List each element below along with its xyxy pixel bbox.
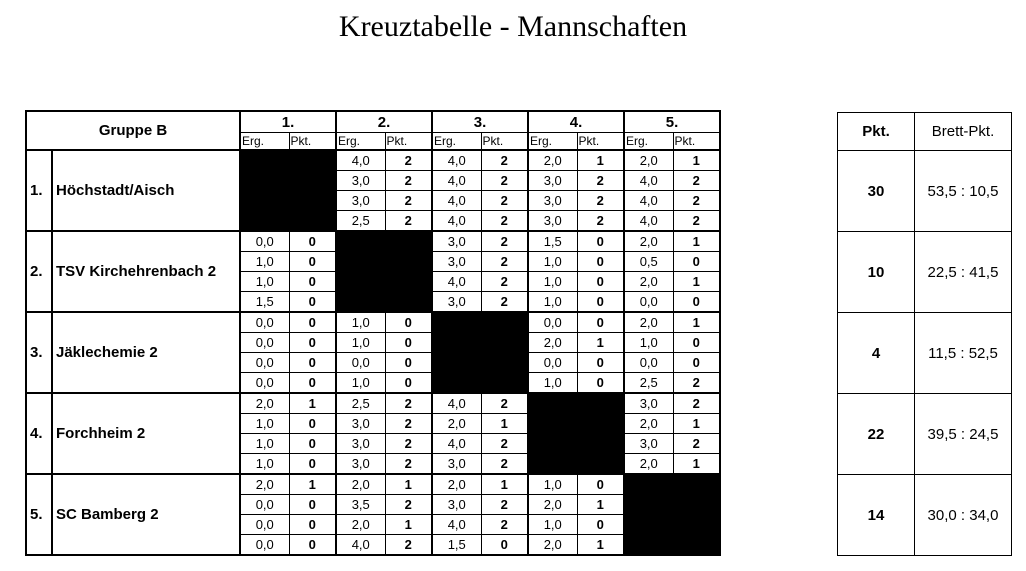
result-score: 4,0	[432, 393, 481, 414]
result-score: 2,0	[432, 474, 481, 495]
summary-row	[838, 475, 1012, 556]
page-title: Kreuztabelle - Mannschaften	[338, 10, 688, 43]
result-score: 0,0	[528, 312, 577, 333]
result-points: 0	[289, 535, 336, 556]
result-score: 3,0	[336, 434, 385, 454]
result-score: 2,0	[624, 312, 673, 333]
result-score: 2,5	[624, 373, 673, 394]
result-score: 1,0	[624, 333, 673, 353]
result-points: 0	[289, 434, 336, 454]
table-row	[26, 150, 720, 171]
column-header-4: 4.	[528, 111, 624, 133]
team-points: 30	[838, 151, 915, 232]
result-points: 2	[385, 414, 432, 434]
result-points: 0	[289, 252, 336, 272]
result-points: 0	[289, 292, 336, 313]
result-points: 0	[673, 353, 720, 373]
result-points: 2	[481, 150, 528, 171]
result-points: 1	[673, 312, 720, 333]
result-score: 0,0	[240, 312, 289, 333]
column-header-2: 2.	[336, 111, 432, 133]
subheader-pkt: Pkt.	[577, 133, 624, 150]
result-points: 0	[673, 333, 720, 353]
result-score: 0,0	[240, 495, 289, 515]
result-points: 1	[673, 272, 720, 292]
result-score: 2,0	[528, 333, 577, 353]
result-points: 0	[385, 312, 432, 333]
result-points: 2	[673, 171, 720, 191]
result-points: 2	[673, 211, 720, 232]
cross-table	[25, 110, 721, 556]
result-points: 2	[481, 252, 528, 272]
diagonal-block	[240, 150, 336, 231]
result-points: 2	[673, 434, 720, 454]
result-points: 0	[289, 353, 336, 373]
result-score: 1,0	[240, 272, 289, 292]
subheader-erg: Erg.	[432, 133, 481, 150]
result-points: 0	[289, 454, 336, 475]
result-score: 0,0	[240, 535, 289, 556]
result-score: 2,0	[336, 474, 385, 495]
result-points: 2	[481, 393, 528, 414]
result-points: 1	[673, 414, 720, 434]
result-points: 0	[289, 333, 336, 353]
team-points: 4	[838, 313, 915, 394]
result-points: 0	[289, 312, 336, 333]
result-score: 4,0	[432, 171, 481, 191]
result-score: 0,0	[336, 353, 385, 373]
summary-row	[838, 151, 1012, 232]
result-points: 0	[289, 272, 336, 292]
result-score: 1,0	[528, 474, 577, 495]
summary-header-board-points: Brett-Pkt.	[915, 113, 1012, 151]
subheader-pkt: Pkt.	[673, 133, 720, 150]
result-points: 2	[385, 454, 432, 475]
subheader-erg: Erg.	[528, 133, 577, 150]
result-points: 1	[385, 515, 432, 535]
result-score: 1,5	[528, 231, 577, 252]
summary-table	[837, 112, 1012, 556]
result-score: 3,0	[336, 191, 385, 211]
team-rank: 3.	[26, 312, 52, 393]
result-points: 2	[385, 393, 432, 414]
result-score: 3,0	[528, 171, 577, 191]
result-score: 4,0	[432, 150, 481, 171]
team-name: Jäklechemie 2	[52, 312, 240, 393]
result-score: 0,0	[240, 231, 289, 252]
subheader-erg: Erg.	[336, 133, 385, 150]
result-points: 2	[385, 495, 432, 515]
result-points: 2	[385, 150, 432, 171]
result-points: 2	[481, 292, 528, 313]
result-points: 1	[673, 231, 720, 252]
result-score: 2,0	[528, 150, 577, 171]
team-rank: 5.	[26, 474, 52, 555]
team-points: 22	[838, 394, 915, 475]
result-score: 2,5	[336, 393, 385, 414]
summary-header-points: Pkt.	[838, 113, 915, 151]
result-points: 2	[481, 434, 528, 454]
result-score: 4,0	[432, 515, 481, 535]
cross-table-body	[26, 150, 720, 555]
result-points: 2	[481, 515, 528, 535]
result-points: 0	[289, 414, 336, 434]
result-points: 2	[577, 211, 624, 232]
result-points: 2	[577, 191, 624, 211]
result-points: 2	[481, 495, 528, 515]
result-score: 3,0	[336, 414, 385, 434]
team-name: SC Bamberg 2	[52, 474, 240, 555]
subheader-pkt: Pkt.	[289, 133, 336, 150]
table-row	[26, 231, 720, 252]
result-score: 1,0	[240, 414, 289, 434]
result-points: 2	[385, 171, 432, 191]
result-points: 2	[481, 171, 528, 191]
result-points: 2	[673, 393, 720, 414]
result-score: 2,0	[624, 272, 673, 292]
result-points: 1	[289, 393, 336, 414]
table-row	[26, 312, 720, 333]
column-header-1: 1.	[240, 111, 336, 133]
summary-row	[838, 232, 1012, 313]
result-score: 2,0	[336, 515, 385, 535]
result-points: 1	[481, 414, 528, 434]
result-points: 2	[385, 191, 432, 211]
result-points: 2	[481, 211, 528, 232]
result-points: 2	[673, 191, 720, 211]
result-points: 2	[577, 171, 624, 191]
result-score: 4,0	[432, 272, 481, 292]
result-score: 2,5	[336, 211, 385, 232]
result-points: 1	[577, 495, 624, 515]
result-score: 0,0	[240, 515, 289, 535]
result-score: 3,0	[432, 231, 481, 252]
result-score: 1,0	[240, 252, 289, 272]
cross-table-header	[26, 111, 720, 150]
result-score: 0,0	[240, 373, 289, 394]
result-points: 2	[481, 191, 528, 211]
subheader-pkt: Pkt.	[481, 133, 528, 150]
result-score: 0,0	[240, 353, 289, 373]
result-score: 1,0	[240, 434, 289, 454]
team-name: TSV Kirchehrenbach 2	[52, 231, 240, 312]
result-points: 0	[577, 373, 624, 394]
result-points: 1	[289, 474, 336, 495]
result-score: 3,0	[432, 252, 481, 272]
result-score: 1,0	[528, 292, 577, 313]
result-score: 3,0	[336, 454, 385, 475]
result-score: 4,0	[624, 191, 673, 211]
team-board-points: 53,5 : 10,5	[915, 151, 1012, 232]
team-board-points: 30,0 : 34,0	[915, 475, 1012, 556]
result-score: 1,5	[240, 292, 289, 313]
result-points: 2	[673, 373, 720, 394]
result-points: 0	[577, 272, 624, 292]
result-score: 1,0	[336, 333, 385, 353]
result-score: 4,0	[432, 434, 481, 454]
result-points: 0	[673, 292, 720, 313]
result-score: 0,0	[624, 353, 673, 373]
result-score: 3,0	[336, 171, 385, 191]
result-score: 0,5	[624, 252, 673, 272]
result-points: 0	[289, 373, 336, 394]
result-points: 0	[577, 353, 624, 373]
result-score: 3,0	[432, 495, 481, 515]
result-score: 3,0	[432, 292, 481, 313]
diagonal-block	[336, 231, 432, 312]
result-points: 0	[673, 252, 720, 272]
column-header-5: 5.	[624, 111, 720, 133]
result-score: 1,0	[528, 515, 577, 535]
result-points: 2	[481, 272, 528, 292]
result-points: 0	[577, 231, 624, 252]
team-rank: 4.	[26, 393, 52, 474]
table-row	[26, 474, 720, 495]
result-points: 1	[577, 333, 624, 353]
team-name: Höchstadt/Aisch	[52, 150, 240, 231]
result-score: 2,0	[432, 414, 481, 434]
team-points: 10	[838, 232, 915, 313]
result-score: 0,0	[240, 333, 289, 353]
result-points: 2	[385, 434, 432, 454]
table-row	[26, 393, 720, 414]
result-score: 0,0	[624, 292, 673, 313]
result-score: 4,0	[336, 535, 385, 556]
result-score: 3,0	[624, 393, 673, 414]
result-score: 2,0	[624, 454, 673, 475]
result-score: 2,0	[240, 474, 289, 495]
team-rank: 2.	[26, 231, 52, 312]
result-score: 1,5	[432, 535, 481, 556]
result-score: 2,0	[624, 150, 673, 171]
summary-row	[838, 394, 1012, 475]
result-points: 2	[481, 454, 528, 475]
team-board-points: 11,5 : 52,5	[915, 313, 1012, 394]
result-points: 0	[289, 495, 336, 515]
result-score: 4,0	[432, 211, 481, 232]
result-points: 2	[481, 231, 528, 252]
result-points: 0	[289, 231, 336, 252]
group-label: Gruppe B	[26, 111, 240, 150]
result-points: 0	[577, 474, 624, 495]
result-score: 3,0	[528, 191, 577, 211]
result-score: 2,0	[528, 495, 577, 515]
result-score: 4,0	[432, 191, 481, 211]
result-score: 1,0	[240, 454, 289, 475]
result-points: 0	[577, 312, 624, 333]
result-points: 0	[481, 535, 528, 556]
result-points: 1	[673, 150, 720, 171]
team-name: Forchheim 2	[52, 393, 240, 474]
diagonal-block	[432, 312, 528, 393]
summary-row	[838, 313, 1012, 394]
diagonal-block	[624, 474, 720, 555]
result-points: 0	[577, 515, 624, 535]
result-points: 1	[577, 150, 624, 171]
result-points: 2	[385, 211, 432, 232]
result-points: 1	[673, 454, 720, 475]
result-points: 0	[385, 353, 432, 373]
result-points: 2	[385, 535, 432, 556]
subheader-pkt: Pkt.	[385, 133, 432, 150]
diagonal-block	[528, 393, 624, 474]
result-score: 3,5	[336, 495, 385, 515]
summary-table-body	[838, 151, 1012, 556]
result-score: 1,0	[528, 272, 577, 292]
team-points: 14	[838, 475, 915, 556]
result-points: 0	[577, 252, 624, 272]
result-score: 4,0	[624, 171, 673, 191]
result-score: 1,0	[528, 373, 577, 394]
result-score: 2,0	[624, 231, 673, 252]
result-score: 0,0	[528, 353, 577, 373]
result-points: 1	[385, 474, 432, 495]
column-header-3: 3.	[432, 111, 528, 133]
team-board-points: 22,5 : 41,5	[915, 232, 1012, 313]
result-score: 1,0	[336, 373, 385, 394]
result-score: 1,0	[336, 312, 385, 333]
subheader-erg: Erg.	[624, 133, 673, 150]
team-rank: 1.	[26, 150, 52, 231]
result-score: 2,0	[528, 535, 577, 556]
result-points: 0	[289, 515, 336, 535]
result-score: 2,0	[240, 393, 289, 414]
result-score: 3,0	[528, 211, 577, 232]
result-points: 0	[385, 333, 432, 353]
result-points: 0	[577, 292, 624, 313]
result-score: 2,0	[624, 414, 673, 434]
team-board-points: 39,5 : 24,5	[915, 394, 1012, 475]
result-points: 0	[385, 373, 432, 394]
result-score: 4,0	[624, 211, 673, 232]
result-score: 4,0	[336, 150, 385, 171]
result-points: 1	[481, 474, 528, 495]
result-score: 3,0	[432, 454, 481, 475]
result-points: 1	[577, 535, 624, 556]
subheader-erg: Erg.	[240, 133, 289, 150]
result-score: 1,0	[528, 252, 577, 272]
result-score: 3,0	[624, 434, 673, 454]
